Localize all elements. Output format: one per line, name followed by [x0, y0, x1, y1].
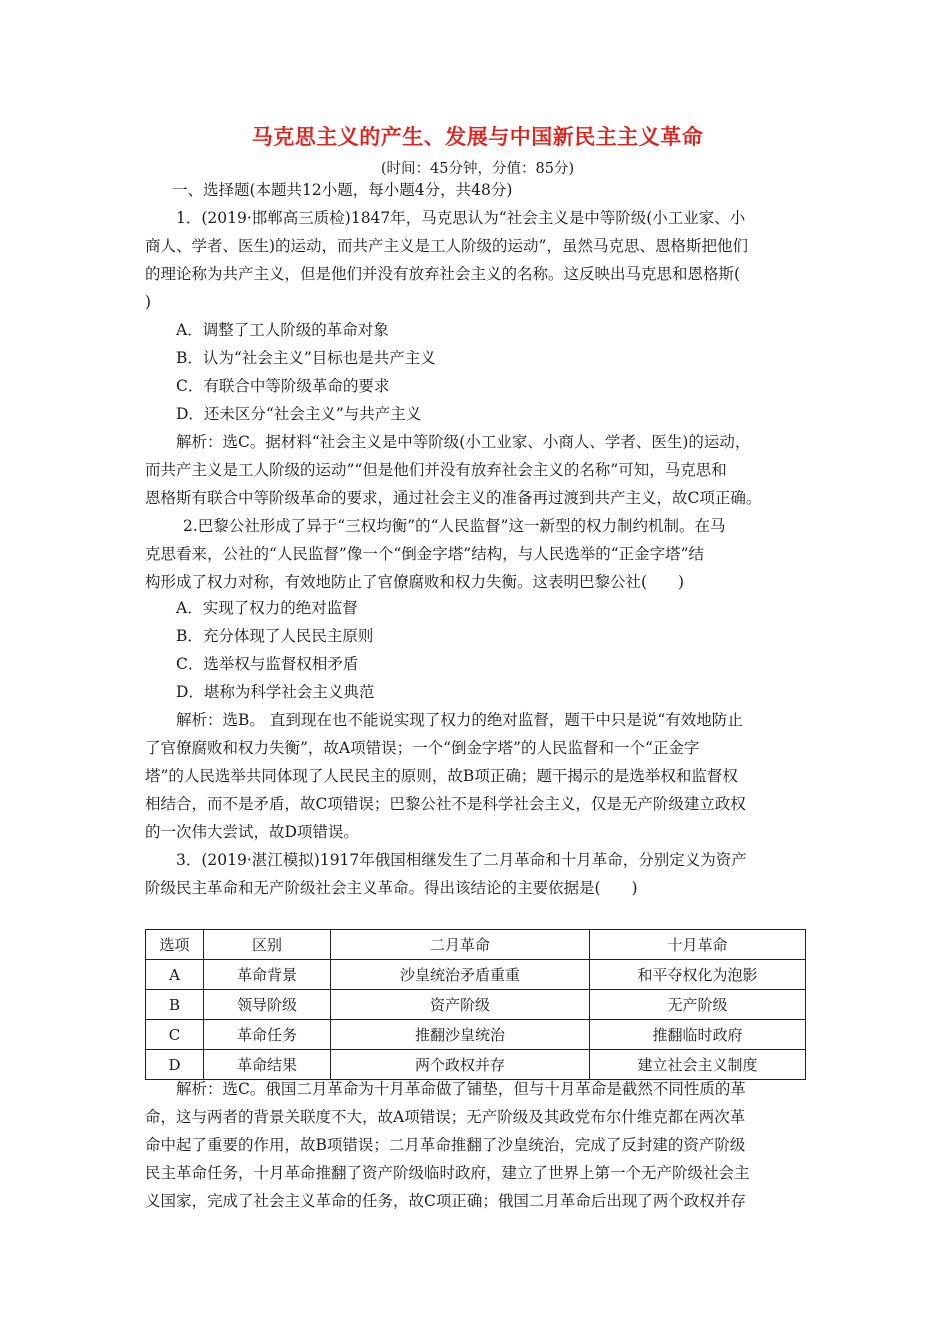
q2-stem-line: 2.巴黎公社形成了异于“三权均衡”的“人民监督”这一新型的权力制约机制。在马 [183, 517, 726, 535]
table-cell: 资产阶级 [331, 990, 590, 1020]
q2-stem-line: 构形成了权力对称，有效地防止了官僚腐败和权力失衡。这表明巴黎公社( ) [145, 573, 685, 591]
q1-stem-line: 的理论称为共产主义，但是他们并没有放弃社会主义的名称。这反映出马克思和恩格斯( [145, 265, 741, 283]
page-title: 马克思主义的产生、发展与中国新民主主义革命 [251, 125, 704, 149]
table-cell: C [146, 1020, 204, 1050]
q1-stem-line: 商人、学者、医生)的运动，而共产主义是工人阶级的运动”，虽然马克思、恩格斯把他们 [145, 237, 748, 255]
table-cell: 推翻沙皇统治 [331, 1020, 590, 1050]
table-cell: 革命结果 [204, 1050, 331, 1080]
comparison-table [145, 929, 806, 1080]
q2-analysis-line: 了官僚腐败和权力失衡”，故A项错误；一个“倒金字塔”的人民监督和一个“正金字 [145, 739, 700, 757]
q2-option-c: C．选举权与监督权相矛盾 [176, 655, 359, 673]
q2-option-b: B．充分体现了人民民主原则 [176, 627, 374, 645]
q1-option-d: D．还未区分“社会主义”与共产主义 [176, 405, 422, 423]
q2-option-a: A．实现了权力的绝对监督 [176, 599, 358, 617]
q3-analysis-line: 命中起了重要的作用，故B项错误；二月革命推翻了沙皇统治，完成了反封建的资产阶级 [145, 1136, 746, 1154]
table-cell: 沙皇统治矛盾重重 [331, 960, 590, 990]
table-row [146, 1050, 806, 1080]
q2-stem-line: 克思看来，公社的“人民监督”像一个“倒金字塔”结构，与人民选举的“正金字塔”结 [145, 545, 705, 563]
q3-stem-line: 阶级民主革命和无产阶级社会主义革命。得出该结论的主要依据是( ) [145, 879, 638, 897]
table-cell: A [146, 960, 204, 990]
table-cell: 建立社会主义制度 [590, 1050, 806, 1080]
q2-analysis-line: 的一次伟大尝试，故D项错误。 [145, 823, 359, 841]
table-header-cell: 十月革命 [590, 930, 806, 960]
table-cell: B [146, 990, 204, 1020]
q2-analysis-line: 塔”的人民选举共同体现了人民民主的原则，故B项正确；题干揭示的是选举权和监督权 [145, 767, 738, 785]
q1-analysis-line: 恩格斯有联合中等阶级革命的要求，通过社会主义的准备再过渡到共产主义，故C项正确。 [145, 489, 762, 507]
q1-analysis-line: 而共产主义是工人阶级的运动”“但是他们并没有放弃社会主义的名称”可知，马克思和 [145, 461, 727, 479]
table-row [146, 1020, 806, 1050]
q2-analysis-line: 解析：选B。 直到现在也不能说实现了权力的绝对监督，题干中只是说“有效地防止 [176, 711, 743, 729]
exam-info: (时间：45分钟，分值：85分) [380, 161, 575, 177]
table-cell: 革命任务 [204, 1020, 331, 1050]
table-cell: 无产阶级 [590, 990, 806, 1020]
q3-analysis-line: 命，这与两者的背景关联度不大，故A项错误；无产阶级及其政党布尔什维克都在两次革 [145, 1108, 746, 1126]
section-heading: 一、选择题(本题共12小题，每小题4分，共48分) [172, 181, 513, 199]
table-cell: 和平夺权化为泡影 [590, 960, 806, 990]
q3-analysis-line: 解析：选C。俄国二月革命为十月革命做了铺垫，但与十月革命是截然不同性质的革 [176, 1080, 746, 1098]
q1-option-c: C．有联合中等阶级革命的要求 [176, 377, 390, 395]
table-header-row [146, 930, 806, 960]
q2-option-d: D．堪称为科学社会主义典范 [176, 683, 375, 701]
table-header-cell: 区别 [204, 930, 331, 960]
table-header-cell: 二月革命 [331, 930, 590, 960]
q2-analysis-line: 相结合，而不是矛盾，故C项错误；巴黎公社不是科学社会主义，仅是无产阶级建立政权 [145, 795, 746, 813]
table-row [146, 960, 806, 990]
table-cell: 革命背景 [204, 960, 331, 990]
q3-stem-line: 3．(2019·湛江模拟)1917年俄国相继发生了二月革命和十月革命，分别定义为资产 [176, 851, 747, 869]
table-header-cell: 选项 [146, 930, 204, 960]
q1-option-b: B．认为“社会主义”目标也是共产主义 [176, 349, 436, 367]
q3-analysis-line: 义国家，完成了社会主义革命的任务，故C项正确；俄国二月革命后出现了两个政权并存 [145, 1192, 746, 1210]
table-cell: 推翻临时政府 [590, 1020, 806, 1050]
table-cell: D [146, 1050, 204, 1080]
q1-stem-line: 1．(2019·邯郸高三质检)1847年，马克思认为“社会主义是中等阶级(小工业家、小 [176, 209, 746, 227]
q3-analysis-line: 民主革命任务，十月革命推翻了资产阶级临时政府，建立了世界上第一个无产阶级社会主 [145, 1164, 750, 1182]
q1-stem-line: ) [145, 293, 152, 311]
table-row [146, 990, 806, 1020]
table-cell: 领导阶级 [204, 990, 331, 1020]
q1-option-a: A．调整了工人阶级的革命对象 [176, 321, 389, 339]
q1-analysis-line: 解析：选C。据材料“社会主义是中等阶级(小工业家、小商人、学者、医生)的运动， [176, 433, 751, 451]
table-cell: 两个政权并存 [331, 1050, 590, 1080]
